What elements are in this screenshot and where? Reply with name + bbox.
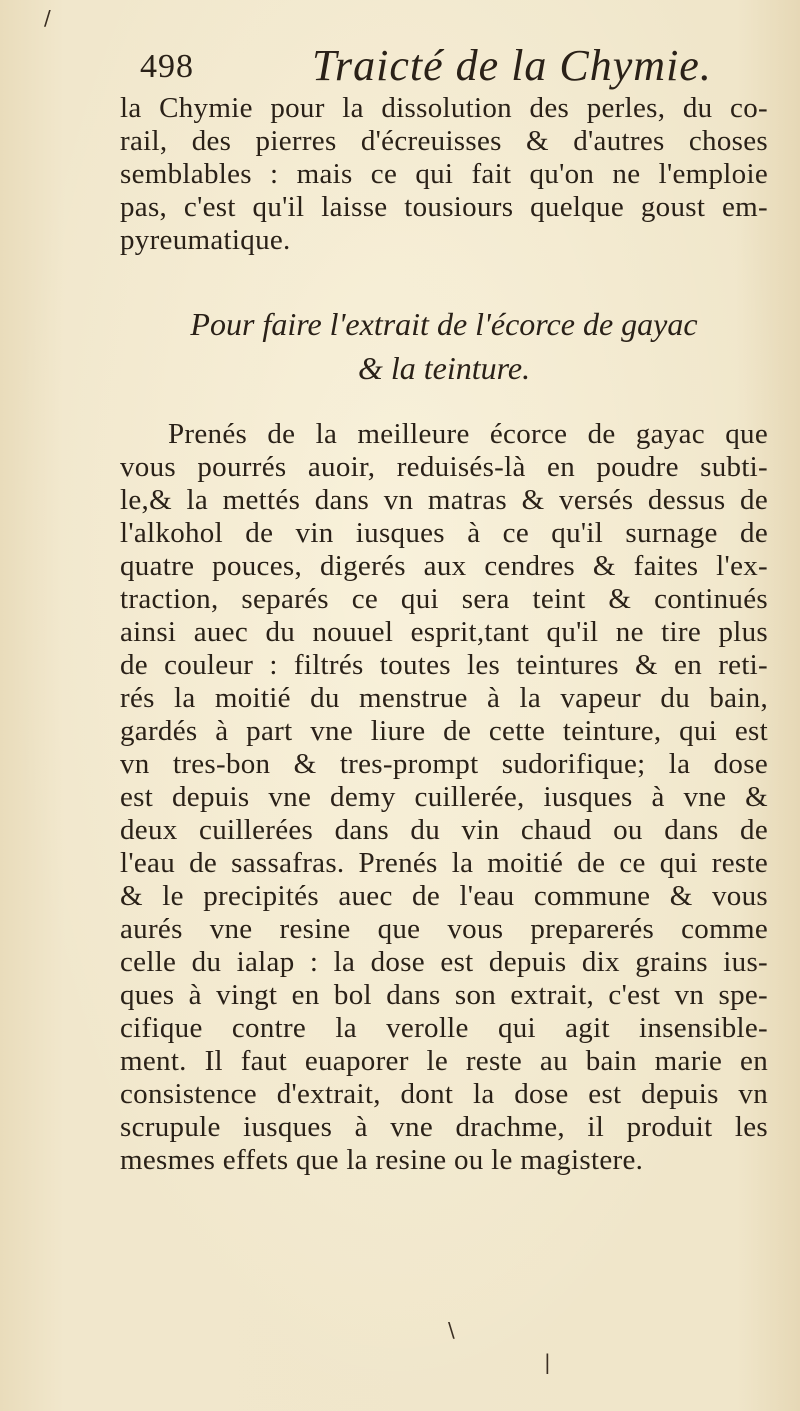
text-line: l'alkohol de vin iusques à ce qu'il surnage de — [120, 517, 768, 549]
text-line: rés la moitié du menstrue à la vapeur du bain, — [120, 682, 768, 714]
text-line: la Chymie pour la dissolution des perles, du co- — [120, 92, 768, 124]
text-line: cifique contre la verolle qui agit insensible- — [120, 1012, 768, 1044]
text-line: l'eau de sassafras. Prenés la moitié de ce qui reste — [120, 847, 768, 879]
section-heading — [120, 302, 768, 390]
text-line: mesmes effets que la resine ou le magistere. — [120, 1144, 644, 1176]
text-line: aurés vne resine que vous preparerés comme — [120, 913, 768, 945]
text-line: semblables : mais ce qui fait qu'on ne l'emploie — [120, 158, 768, 190]
text-line: de couleur : filtrés toutes les teintures & en reti- — [120, 649, 768, 681]
text-line: est depuis vne demy cuillerée, iusques à vne & — [120, 781, 768, 813]
paragraph-recipe — [120, 418, 768, 1177]
page-number: 498 — [140, 48, 194, 85]
text-line: ques à vingt en bol dans son extrait, c'est vn spe- — [120, 979, 768, 1011]
text-line: & le precipités auec de l'eau commune & vous — [120, 880, 768, 912]
text-line: vn tres-bon & tres-prompt sudorifique; la dose — [120, 748, 768, 780]
margin-pencil-mark: \ — [448, 1318, 455, 1342]
running-title: Traicté de la Chymie. — [312, 41, 712, 90]
text-line: gardés à part vne liure de cette teinture, qui est — [120, 715, 768, 747]
text-line: le,& la mettés dans vn matras & versés dessus de — [120, 484, 768, 516]
text-line: vous pourrés auoir, reduisés-là en poudre subti- — [120, 451, 768, 483]
text-line: traction, separés ce qui sera teint & continués — [120, 583, 768, 615]
text-line: pyreumatique. — [120, 224, 291, 256]
heading-line: Pour faire l'extrait de l'écorce de gayac — [190, 306, 698, 342]
text-line: deux cuillerées dans du vin chaud ou dans de — [120, 814, 768, 846]
text-line: celle du ialap : la dose est depuis dix grains ius- — [120, 946, 768, 978]
page-header — [140, 40, 712, 96]
margin-pencil-mark: | — [544, 1350, 551, 1374]
text-line: ainsi auec du nouuel esprit,tant qu'il ne tire plus — [120, 616, 768, 648]
text-line: Prenés de la meilleure écorce de gayac que — [168, 418, 768, 450]
margin-pencil-mark: / — [44, 6, 51, 30]
text-line: consistence d'extrait, dont la dose est depuis vn — [120, 1078, 768, 1110]
heading-line: & la teinture. — [357, 350, 531, 386]
text-line: pas, c'est qu'il laisse tousiours quelque goust em- — [120, 191, 768, 223]
text-line: quatre pouces, digerés aux cendres & faites l'ex- — [120, 550, 768, 582]
paragraph-continuation — [120, 92, 768, 257]
text-line: ment. Il faut euaporer le reste au bain marie en — [120, 1045, 768, 1077]
text-line: scrupule iusques à vne drachme, il produit les — [120, 1111, 768, 1143]
text-line: rail, des pierres d'écreuisses & d'autres choses — [120, 125, 768, 157]
